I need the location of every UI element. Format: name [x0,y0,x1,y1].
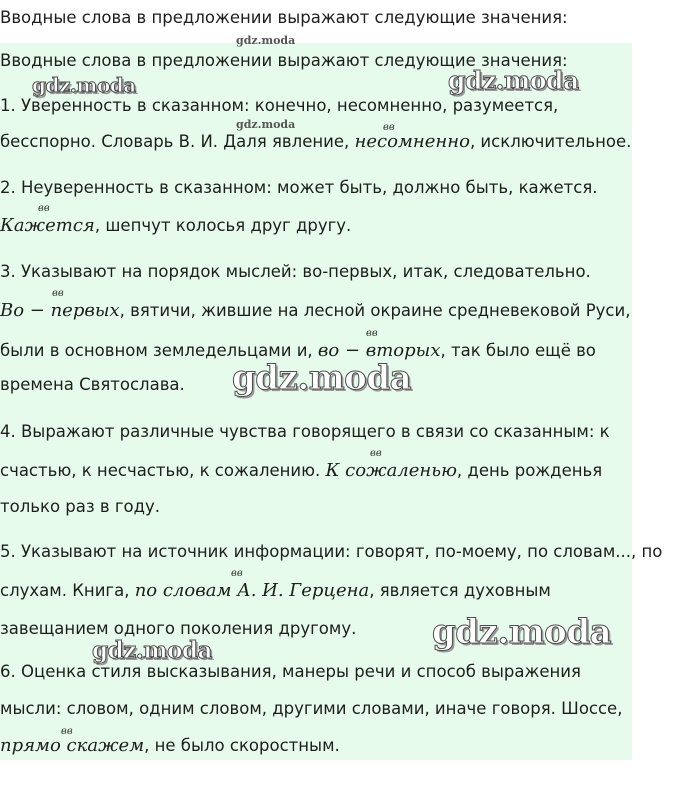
item-5-example: слухам. Книга, по словам А. И. Герцена, является духовным [0,580,551,601]
item-3-example-cont: были в основном земледельцами и, во − вторых, так было ещё во [0,340,596,361]
item-1-title: 1. Уверенность в сказанном: конечно, несомненно, разумеется, [0,96,559,115]
answer-intro: Вводные слова в предложении выражают следующие значения: [0,51,568,70]
item-4-example-end: только раз в году. [0,497,161,516]
mark: вв [231,568,243,579]
page-heading: Вводные слова в предложении выражают следующие значения: [0,8,568,27]
mark: вв [366,328,378,339]
watermark: gdz.moda [232,358,412,398]
mark: вв [38,203,50,214]
watermark: gdz.moda [236,34,296,47]
item-3-title: 3. Указывают на порядок мыслей: во-первых, итак, следовательно. [0,262,591,281]
item-5-example-end: завещанием одного поколения другому. [0,619,357,638]
watermark: gdz.moda [448,66,579,95]
item-6-title: 6. Оценка стиля высказывания, манеры речи и способ выражения [0,662,581,681]
mark: вв [52,288,64,299]
item-1-example: бесспорно. Словарь В. И. Даля явление, несомненно, исключительное. [0,131,632,152]
item-2-example: Кажется, шепчут колосья друг другу. [0,215,352,236]
item-3-example: Во − первых, вятичи, жившие на лесной окраине средневековой Руси, [0,300,631,321]
watermark: gdz.moda [32,73,136,97]
item-4-example: счастью, к несчастью, к сожалению. К сожаленью, день рожденья [0,460,603,481]
mark: вв [370,448,382,459]
item-3-example-end: времена Святослава. [0,375,185,394]
item-6-example: прямо скажем, не было скоростным. [0,735,340,756]
watermark: gdz.moda [92,637,212,664]
item-4-title: 4. Выражают различные чувства говорящего в связи со сказанным: к [0,422,610,441]
item-5-title: 5. Указывают на источник информации: говорят, по-моему, по словам..., по [0,542,663,561]
watermark: gdz.moda [236,118,296,131]
mark: вв [61,726,73,737]
watermark: gdz.moda [432,612,612,652]
mark: вв [383,122,395,133]
item-2-title: 2. Неуверенность в сказанном: может быть, должно быть, кажется. [0,178,598,197]
item-6-list: мысли: словом, одним словом, другими словами, иначе говоря. Шоссе, [0,699,623,718]
